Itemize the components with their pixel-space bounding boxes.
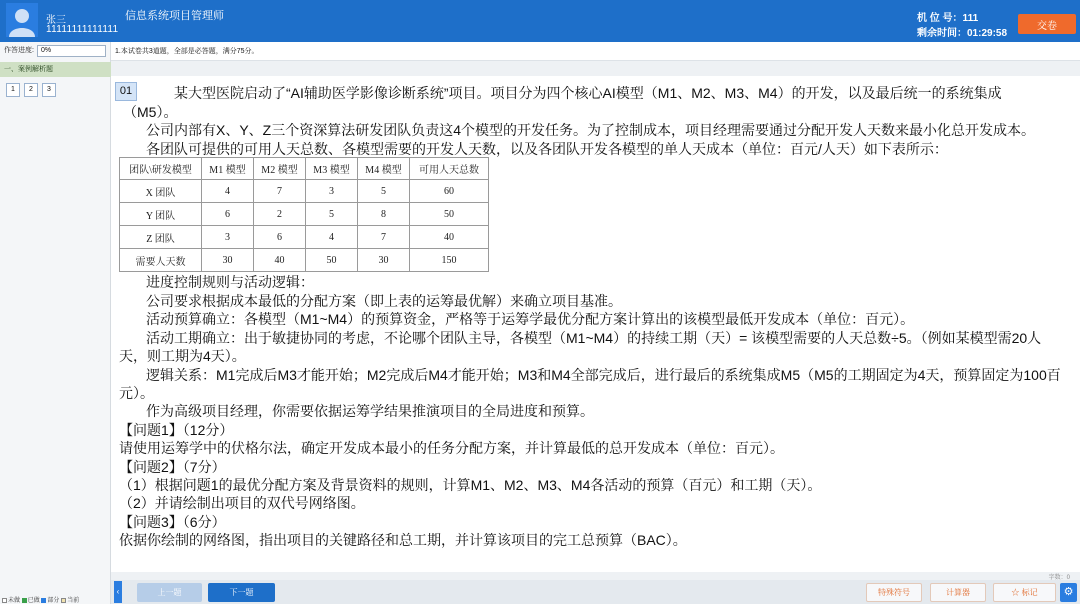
question-text-line: 请使用运筹学中的伏格尔法，确定开发成本最小的任务分配方案，并计算最低的总开发成本（单位：百元）。 [119, 440, 784, 456]
table-cell: 7 [254, 180, 306, 203]
legend-undone-icon [2, 598, 7, 603]
table-cell: 3 [306, 180, 358, 203]
legend-partial-icon [41, 598, 46, 603]
user-name: 张三 [46, 15, 66, 26]
legend-current: 当前 [67, 598, 80, 604]
top-header [0, 0, 1080, 42]
user-avatar-icon [6, 3, 38, 37]
table-header-cell: M4 模型 [358, 158, 410, 180]
table-cell: 50 [410, 203, 489, 226]
answer-editor-toolbar[interactable] [118, 572, 1076, 580]
question-text-line: 活动工期确立：出于敏捷协同的考虑，不论哪个团队主导，各模型（M1~M4）的持续工期（天）= 该模型需要的人天总数÷5。（例如某模型需20人 [146, 330, 1042, 346]
exam-title: 信息系统项目管理师 [125, 10, 224, 22]
progress-label: 作答进度: [4, 47, 34, 54]
remaining-time: 剩余时间：01:29:58 [917, 28, 1008, 39]
progress-value: 0% [37, 45, 106, 57]
calculator-button[interactable]: 计算器 [930, 583, 986, 602]
table-cell: Y 团队 [120, 203, 202, 226]
special-symbols-button[interactable]: 特殊符号 [866, 583, 922, 602]
table-cell: 3 [202, 226, 254, 249]
question-text-line: 逻辑关系：M1完成后M3才能开始；M2完成后M4才能开始；M3和M4全部完成后，进行最后的系统集成M5（M5的工期固定为4天，预算固定为100百 [146, 367, 1061, 383]
table-row [120, 203, 489, 226]
section-title[interactable]: 一、案例解析题 [0, 62, 111, 77]
table-cell: 150 [410, 249, 489, 272]
table-cell: 40 [410, 226, 489, 249]
question-text-line: （1）根据问题1的最优分配方案及背景资料的规则，计算M1、M2、M3、M4各活动的预算（百元）和工期（天）。 [119, 477, 822, 493]
table-header-cell: 团队\研发模型 [120, 158, 202, 180]
legend-undone: 未做 [8, 598, 21, 604]
table-cell: 需要人天数 [120, 249, 202, 272]
table-cell: 4 [306, 226, 358, 249]
table-cell: 7 [358, 226, 410, 249]
legend-current-icon [61, 598, 66, 603]
word-count: 字数：0 [1048, 575, 1070, 580]
table-header-cell: M3 模型 [306, 158, 358, 180]
table-cell: Z 团队 [120, 226, 202, 249]
table-header-cell: 可用人天总数 [410, 158, 489, 180]
table-header-row [120, 158, 489, 180]
table-row [120, 249, 489, 272]
question-nav-3[interactable]: 3 [42, 83, 56, 97]
exam-instructions: 1.本试卷共3道题，全部是必答题，满分75分。 [111, 42, 1080, 61]
previous-question-button[interactable]: 上一题 [137, 583, 202, 602]
question-text-line: 公司要求根据成本最低的分配方案（即上表的运筹最优解）来确立项目基准。 [146, 293, 622, 309]
team-cost-table [119, 157, 489, 272]
question-nav-2[interactable]: 2 [24, 83, 38, 97]
question-navigator [0, 42, 111, 604]
next-question-button[interactable]: 下一题 [208, 583, 275, 602]
question-heading: 【问题3】（6分） [119, 514, 226, 530]
collapse-sidebar-icon[interactable]: ‹ [114, 581, 122, 603]
legend-done: 已做 [27, 598, 40, 604]
legend-done-icon [22, 598, 27, 603]
table-cell: 60 [410, 180, 489, 203]
table-cell: 8 [358, 203, 410, 226]
question-text-line: 作为高级项目经理，你需要依据运筹学结果推演项目的全局进度和预算。 [146, 403, 594, 419]
table-header-cell: M2 模型 [254, 158, 306, 180]
legend-partial: 部分 [47, 598, 60, 604]
mark-question-button[interactable]: ☆ 标记 [993, 583, 1056, 602]
table-cell: 4 [202, 180, 254, 203]
question-heading: 【问题2】（7分） [119, 459, 226, 475]
question-text-line: （M5）。 [123, 104, 178, 120]
question-text-line: 进度控制规则与活动逻辑： [146, 274, 314, 290]
question-nav-1[interactable]: 1 [6, 83, 20, 97]
question-text-line: 各团队可提供的可用人天总数、各模型需要的开发人天数，以及各团队开发各模型的单人天成本（单位：百元/人天）如下表所示： [146, 141, 948, 157]
question-text-line: 活动预算确立：各模型（M1~M4）的预算资金，严格等于运筹学最优分配方案计算出的该模型最低开发成本（单位：百元）。 [146, 311, 915, 327]
table-cell: 5 [306, 203, 358, 226]
question-content [111, 76, 1080, 572]
table-cell: 40 [254, 249, 306, 272]
user-id: 11111111111111 [46, 24, 119, 35]
question-text-line: 依据你绘制的网络图，指出项目的关键路径和总工期，并计算该项目的完工总预算（BAC）。 [119, 532, 687, 548]
table-cell: 5 [358, 180, 410, 203]
question-text-line: （2）并请绘制出项目的双代号网络图。 [119, 495, 365, 511]
table-row [120, 226, 489, 249]
seat-number: 机 位 号：111 [917, 13, 979, 24]
question-heading: 【问题1】（12分） [119, 422, 234, 438]
table-header-cell: M1 模型 [202, 158, 254, 180]
question-text-line: 某大型医院启动了“AI辅助医学影像诊断系统”项目。项目分为四个核心AI模型（M1、M2、M3、M4）的开发，以及最后统一的系统集成 [174, 85, 1002, 101]
submit-exam-button[interactable]: 交卷 [1018, 14, 1076, 34]
table-cell: 30 [202, 249, 254, 272]
table-cell: 2 [254, 203, 306, 226]
table-cell: 6 [254, 226, 306, 249]
table-cell: 30 [358, 249, 410, 272]
question-number: 01 [115, 82, 137, 101]
table-cell: 6 [202, 203, 254, 226]
status-legend [2, 595, 79, 604]
settings-icon[interactable]: ⚙ [1060, 583, 1077, 602]
question-text-line: 天，则工期为4天）。 [119, 348, 246, 364]
table-cell: X 团队 [120, 180, 202, 203]
question-text-line: 元）。 [119, 385, 154, 401]
table-row [120, 180, 489, 203]
table-cell: 50 [306, 249, 358, 272]
question-text-line: 公司内部有X、Y、Z三个资深算法研发团队负责这4个模型的开发任务。为了控制成本，项目经理需要通过分配开发人天数来最小化总开发成本。 [146, 122, 1036, 138]
